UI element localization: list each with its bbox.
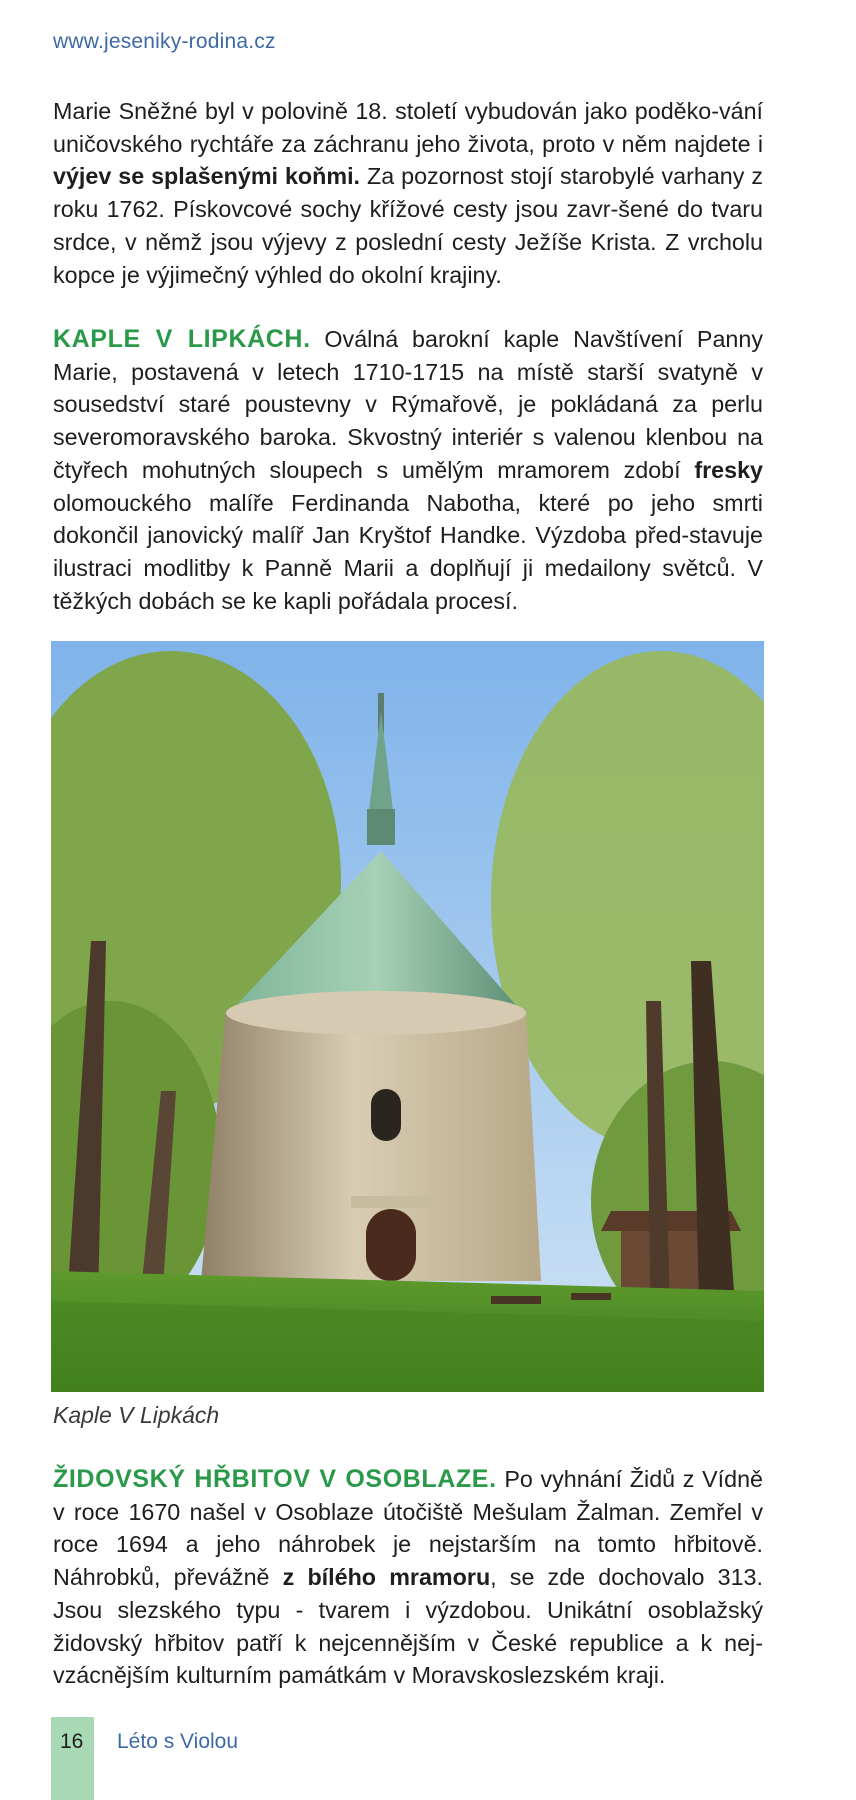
intro-text-2: Za pozornost stojí starobylé varhany z roku 1762. Pískovcové sochy křížové cesty jsou zavr-šené do tvaru srdce, v němž jsou výjevy z poslední cesty Ježíše Krista. Z vrcholu kopce je výjimečný výhled do okolní krajiny. xyxy=(53,163,763,288)
page-number: 16 xyxy=(60,1730,84,1753)
footer-publication-title: Léto s Violou xyxy=(117,1730,239,1753)
lipky-paragraph xyxy=(53,323,763,617)
website-url[interactable]: www.jeseniky-rodina.cz xyxy=(53,30,276,53)
intro-paragraph xyxy=(53,95,763,291)
osoblaha-paragraph xyxy=(53,1463,763,1692)
photo-caption: Kaple V Lipkách xyxy=(53,1402,220,1428)
lipky-text-1: Oválná barokní kaple Navštívení Panny Marie, postavená v letech 1710-1715 na místě starší svatyně v sousedství staré poustevny v Rýmařově, je pokládaná za perlu severomoravského baroka. Skvostný interiér s valenou klenbou na čtyřech mohutných sloupech s umělým mramorem zdobí xyxy=(53,326,763,483)
lipky-text-2: olomouckého malíře Ferdinanda Nabotha, které po jeho smrti dokončil janovický malíř Jan Kryštof Handke. Výzdoba před-stavuje ilustraci modlitby k Panně Marii a doplňují ji medailony světců. V těžkých dobách se ke kapli pořádala procesí. xyxy=(53,489,763,614)
osoblaha-bold: z bílého mramoru xyxy=(282,1564,491,1591)
intro-bold: výjev se splašenými koňmi. xyxy=(53,163,361,190)
osoblaha-text-2: , se zde dochovalo 313. Jsou slezského typu - tvarem i výzdobou. Unikátní osoblažský židovský hřbitov patří k nejcennějším v České republice a k nej-vzácnějším kulturním památkám v Moravskoslezském kraji. xyxy=(53,1564,763,1689)
chapel-photo xyxy=(51,641,764,1392)
intro-text-1: Marie Sněžné byl v polovině 18. století vybudován jako poděko-vání uničovského rychtáře za záchranu jeho života, proto v něm najdete i xyxy=(53,98,763,157)
osoblaha-heading: ŽIDOVSKÝ HŘBITOV V OSOBLAZE. xyxy=(53,1465,497,1493)
osoblaha-text-1: Po vyhnání Židů z Vídně v roce 1670 našel v Osoblaze útočiště Mešulam Žalman. Zemřel v roce 1694 a jeho náhrobek je nejstarším na tomto hřbitově. Náhrobků, převážně xyxy=(53,1466,763,1591)
lipky-heading: KAPLE V LIPKÁCH. xyxy=(53,325,311,353)
lipky-bold: fresky xyxy=(694,456,763,483)
